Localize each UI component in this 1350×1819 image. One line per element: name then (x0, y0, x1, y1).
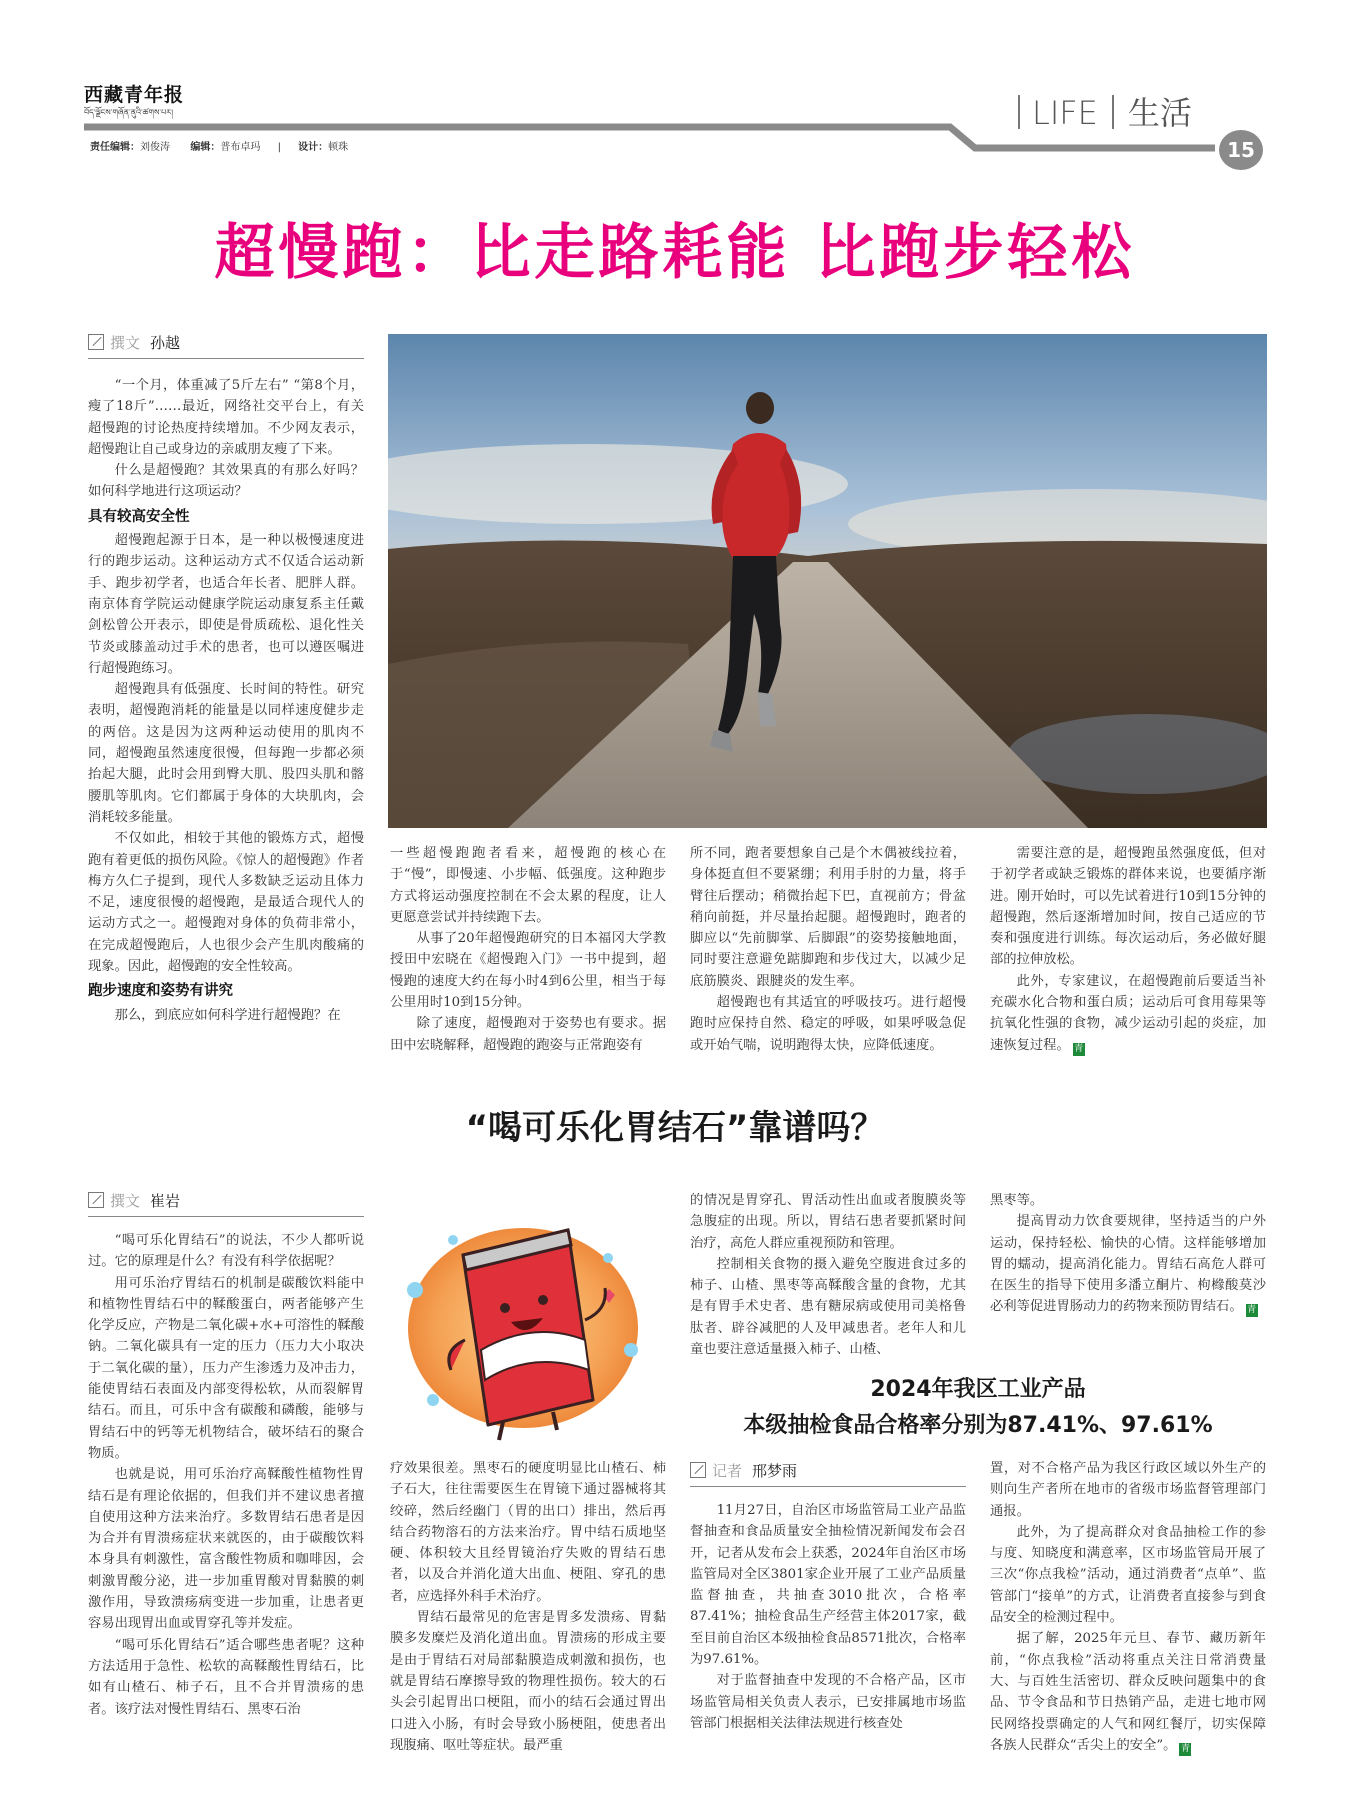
article3-col2 (990, 1458, 1266, 1756)
paragraph (390, 928, 666, 1013)
section-subheading (88, 507, 364, 528)
cola-can-illustration (393, 1200, 653, 1450)
byline-author: 邢梦雨 (752, 1462, 798, 1480)
pen-icon (88, 334, 104, 350)
article3-headline (690, 1372, 1266, 1444)
section-en: LIFE (1032, 94, 1098, 132)
editor-credits: 责任编辑：刘俊涛 编辑：普布卓玛 | 设计：顿珠 (90, 142, 349, 153)
paragraph (990, 1190, 1266, 1211)
paragraph (88, 530, 364, 679)
paragraph-text: 此外，专家建议，在超慢跑前后要适当补充碳水化合物和蛋白质；运动后可食用莓果等抗氧化性强的食物，减少运动引起的炎症，加速恢复过程。 (990, 973, 1266, 1053)
editor2-label: 编辑： (190, 142, 221, 153)
paragraph (690, 1190, 966, 1254)
design-label: 设计： (298, 142, 329, 153)
subheading-text: 跑步速度和姿势有讲究 (88, 983, 233, 1000)
paragraph (690, 1500, 966, 1670)
page-number: 15 (1219, 130, 1263, 170)
tibetan-name: བོད་ལྗོངས་གཞོན་ནུའི་ཚགས་པར། (84, 108, 173, 117)
paragraph-text: 不仅如此，相较于其他的锻炼方式，超慢跑有着更低的损伤风险。《惊人的超慢跑》作者梅方久仁子提到，现代人多数缺乏运动且体力不足，速度很慢的超慢跑，是最适合现代人的运动方式之一。超慢跑对身体的负荷非常小，在完成超慢跑后，人也很少会产生肌肉酸痛的现象。因此，超慢跑的安全性较高。 (88, 831, 364, 975)
paragraph-text: 所不同，跑者要想象自己是个木偶被线拉着，身体挺直但不要紧绷；利用手肘的力量，将手臂往后摆动；稍微抬起下巴，直视前方；骨盆稍向前挺，并尽量抬起腿。超慢跑时，跑者的脚应以“先前脚掌、后脚跟”的姿势接触地面，同时要注意避免踮脚跑和步伐过大，以减少足底筋膜炎、跟腱炎的发生率。 (690, 846, 966, 989)
paragraph-text: 那么，到底应如何科学进行超慢跑？在 (114, 1007, 341, 1023)
paragraph (990, 843, 1266, 971)
paragraph-text: 对于监督抽查中发现的不合格产品，区市场监管局相关负责人表示，已安排属地市场监管部门根据相关法律法规进行核查处 (690, 1673, 966, 1731)
byline-author: 崔岩 (150, 1192, 181, 1210)
paragraph (88, 1273, 364, 1465)
end-mark-icon: 青 (1074, 1043, 1084, 1054)
paragraph-text: 置，对不合格产品为我区行政区域以外生产的则向生产者所在地市的省级市场监督管理部门通报。 (990, 1461, 1266, 1519)
paragraph (690, 992, 966, 1056)
article2-headline: “喝可乐化胃结石”靠谱吗？ (465, 1108, 885, 1148)
section-subheading (88, 981, 364, 1002)
paragraph-text: “喝可乐化胃结石”适合哪些患者呢？这种方法适用于急性、松软的高鞣酸性胃结石，比如有山楂石、柿子石，且不合并胃溃疡的患者。该疗法对慢性胃结石、黑枣石治 (88, 1637, 364, 1717)
editor-label: 责任编辑： (90, 142, 140, 153)
paragraph (990, 1628, 1266, 1756)
paragraph (390, 843, 666, 928)
paragraph (88, 1230, 364, 1273)
byline-label: 撰文 (110, 334, 141, 352)
paragraph (690, 1670, 966, 1734)
editor-name: 刘俊涛 (140, 142, 170, 153)
article3-byline (690, 1460, 966, 1487)
paragraph-text: 胃结石最常见的危害是胃多发溃疡、胃黏膜多发糜烂及消化道出血。胃溃疡的形成主要是由于胃结石对局部黏膜造成刺激和损伤，也就是胃结石摩擦导致的物理性损伤。较大的石头会引起胃出口梗阻，而小的结石会通过胃出口进入小肠，有时会导致小肠梗阻，使患者出现腹痛、呕吐等症状。最严重 (390, 1610, 666, 1753)
masthead (0, 0, 1350, 180)
paragraph-text: 从事了20年超慢跑研究的日本福冈大学教授田中宏晓在《超慢跑入门》一书中提到，超慢跑的速度大约在每小时4到6公里，相当于每公里用时10到15分钟。 (390, 931, 666, 1011)
byline-label: 撰文 (110, 1192, 141, 1210)
paragraph-text: 一些超慢跑跑者看来，超慢跑的核心在于“慢”，即慢速、小步幅、低强度。这种跑步方式将运动强度控制在不会太累的程度，让人更愿意尝试并持续跑下去。 (390, 846, 666, 925)
paragraph-text: 也就是说，用可乐治疗高鞣酸性植物性胃结石是有理论依据的，但我们并不建议患者擅自使用这种方法来治疗。多数胃结石患者是因为合并有胃溃疡症状来就医的，由于碳酸饮料本身具有刺激性，富含酸性物质和咖啡因，会刺激胃酸分泌，进一步加重胃酸对胃黏膜的刺激作用，导致溃疡病变进一步加重，让患者更容易出现胃出血或胃穿孔等并发症。 (88, 1467, 364, 1632)
editor2-name: 普布卓玛 (220, 142, 261, 153)
article2-byline (88, 1190, 364, 1217)
byline-author: 孙越 (150, 334, 181, 352)
paragraph (88, 460, 364, 503)
byline-label: 记者 (712, 1462, 743, 1480)
paragraph (990, 1522, 1266, 1628)
article1-col4 (990, 843, 1266, 1056)
article1-col1-body (88, 375, 364, 1026)
paragraph-text: 用可乐治疗胃结石的机制是碳酸饮料能中和植物性胃结石中的鞣酸蛋白，两者能够产生化学反应，产物是二氧化碳+水+可溶性的鞣酸钠。二氧化碳具有一定的压力（压力大小取决于二氧化碳的量），压力产生渗透力及冲击力，能使胃结石表面及内部变得松软，从而裂解胃结石。而且，可乐中含有碳酸和磷酸，能够与胃结石中的钙等无机物结合，破坏结石的聚合物质。 (88, 1275, 364, 1461)
paragraph-text: 提高胃动力饮食要规律，坚持适当的户外运动，保持轻松、愉快的心情。这样能够增加胃的蠕动，提高消化能力。胃结石高危人群可在医生的指导下使用多潘立酮片、枸橼酸莫沙必利等促进胃肠动力的药物来预防胃结石。 (990, 1214, 1266, 1315)
paragraph-text: 除了速度，超慢跑对于姿势也有要求。据田中宏晓解释，超慢跑的跑姿与正常跑姿有 (390, 1016, 666, 1053)
paragraph (990, 971, 1266, 1056)
paragraph-text: 11月27日，自治区市场监管局工业产品监督抽查和食品质量安全抽检情况新闻发布会召开，记者从发布会上获悉，2024年自治区市场监管局对全区3801家企业开展了工业产品质量监督抽查，共抽查3010批次，合格率87.41%；抽检食品生产经营主体2017家，截至目前自治区本级抽检食品8571批次，合格率为97.61%。 (690, 1503, 966, 1668)
paper-name: 西藏青年报 (84, 84, 185, 106)
article3-headline-line1: 2024年我区工业产品 (870, 1377, 1086, 1402)
paragraph-text: 超慢跑也有其适宜的呼吸技巧。进行超慢跑时应保持自然、稳定的呼吸，如果呼吸急促或开始气喘，说明跑得太快，应降低速度。 (690, 995, 966, 1053)
article1-col1 (88, 375, 364, 1026)
article1-byline (88, 332, 364, 359)
paragraph (88, 375, 364, 460)
paragraph-text: 的情况是胃穿孔、胃活动性出血或者腹膜炎等急腹症的出现。所以，胃结石患者要抓紧时间治疗，高危人群应重视预防和管理。 (690, 1193, 966, 1251)
paragraph (990, 1458, 1266, 1522)
paragraph (390, 1607, 666, 1756)
article1-col3 (690, 843, 966, 1056)
paragraph (690, 1254, 966, 1360)
paragraph (88, 1464, 364, 1634)
paragraph-text: 控制相关食物的摄入避免空腹进食过多的柿子、山楂、黑枣等高鞣酸含量的食物，尤其是有胃手术史者、患有糖尿病或使用司美格鲁肽者、辟谷减肥的人及甲减患者。老年人和儿童也要注意适量摄入柿子、山楂、 (690, 1256, 966, 1358)
end-mark-icon: 青 (1180, 1743, 1190, 1754)
paragraph (990, 1211, 1266, 1317)
paragraph-text: 什么是超慢跑？其效果真的有那么好吗？如何科学地进行这项运动？ (88, 463, 364, 500)
paragraph-text: 此外，为了提高群众对食品抽检工作的参与度、知晓度和满意率，区市场监管局开展了三次“你点我检”活动，通过消费者“点单”、监管部门“接单”的方式，让消费者直接参与到食品安全的检测过程中。 (990, 1524, 1266, 1626)
article2-col2 (390, 1458, 666, 1756)
pen-icon (690, 1462, 706, 1478)
paragraph-text: 超慢跑起源于日本，是一种以极慢速度进行的跑步运动。这种运动方式不仅适合运动新手、跑步初学者，也适合年长者、肥胖人群。南京体育学院运动健康学院运动康复系主任戴剑松曾公开表示，即使是骨质疏松、退化性关节炎或膝盖动过手术的患者，也可以遵医嘱进行超慢跑练习。 (88, 533, 364, 676)
subheading-text: 具有较高安全性 (88, 508, 190, 525)
paragraph (88, 679, 364, 828)
paragraph-text: 超慢跑具有低强度、长时间的特性。研究表明，超慢跑消耗的能量是以同样速度健步走的两倍。这是因为这两种运动使用的肌肉不同，超慢跑虽然速度很慢，但每跑一步都必须抬起大腿，此时会用到臀大肌、股四头肌和髂腰肌等肌肉。它们都属于身体的大块肌肉，会消耗较多能量。 (88, 682, 364, 825)
article1-headline: 超慢跑：比走路耗能 比跑步轻松 (214, 218, 1136, 288)
section-cn: 生活 (1127, 94, 1192, 132)
article1-col2 (390, 843, 666, 1056)
paragraph-text: 疗效果很差。黑枣石的硬度明显比山楂石、柿子石大，往往需要医生在胃镜下通过器械将其绞碎，然后经幽门（胃的出口）排出，然后再结合药物溶石的方法来治疗。胃中结石质地坚硬、体积较大且经胃镜治疗失败的胃结石患者，以及合并消化道大出血、梗阻、穿孔的患者，应选择外科手术治疗。 (390, 1461, 666, 1604)
paragraph (690, 843, 966, 992)
paragraph-text: 黑枣等。 (990, 1193, 1044, 1208)
article2-col1 (88, 1230, 364, 1720)
paragraph-text: 据了解，2025年元旦、春节、藏历新年前，“你点我检”活动将重点关注日常消费量大、与百姓生活密切、群众反映问题集中的食品、节令食品和节日热销产品，走进七地市网民网络投票确定的人气和网红餐厅，切实保障各族人民群众“舌尖上的安全”。 (990, 1631, 1266, 1753)
paragraph-text: “一个月，体重减了5斤左右” “第8个月，瘦了18斤”……最近，网络社交平台上，有关超慢跑的讨论热度持续增加。不少网友表示，超慢跑让自己或身边的亲戚朋友瘦了下来。 (88, 378, 364, 457)
paragraph (88, 1635, 364, 1720)
article3-col1 (690, 1500, 966, 1734)
paragraph (88, 828, 364, 977)
section-label (1018, 88, 1192, 134)
runner-photo (388, 334, 1267, 828)
paragraph-text: 需要注意的是，超慢跑虽然强度低，但对于初学者或缺乏锻炼的群体来说，也要循序渐进。刚开始时，可以先试着进行10到15分钟的超慢跑，然后逐渐增加时间，按自己适应的节奏和强度进行训练。每次运动后，务必做好腿部的拉伸放松。 (990, 846, 1266, 968)
design-name: 顿珠 (328, 142, 349, 153)
paragraph (390, 1013, 666, 1056)
paragraph (390, 1458, 666, 1607)
paragraph-text: “喝可乐化胃结石”的说法，不少人都听说过。它的原理是什么？有没有科学依据呢？ (88, 1233, 364, 1270)
article2-col4 (990, 1190, 1266, 1318)
paragraph (88, 1005, 364, 1026)
article3-headline-line2: 本级抽检食品合格率分别为87.41%、97.61% (743, 1413, 1213, 1438)
end-mark-icon: 青 (1247, 1305, 1257, 1316)
article2-col3 (690, 1190, 966, 1360)
pen-icon (88, 1192, 104, 1208)
